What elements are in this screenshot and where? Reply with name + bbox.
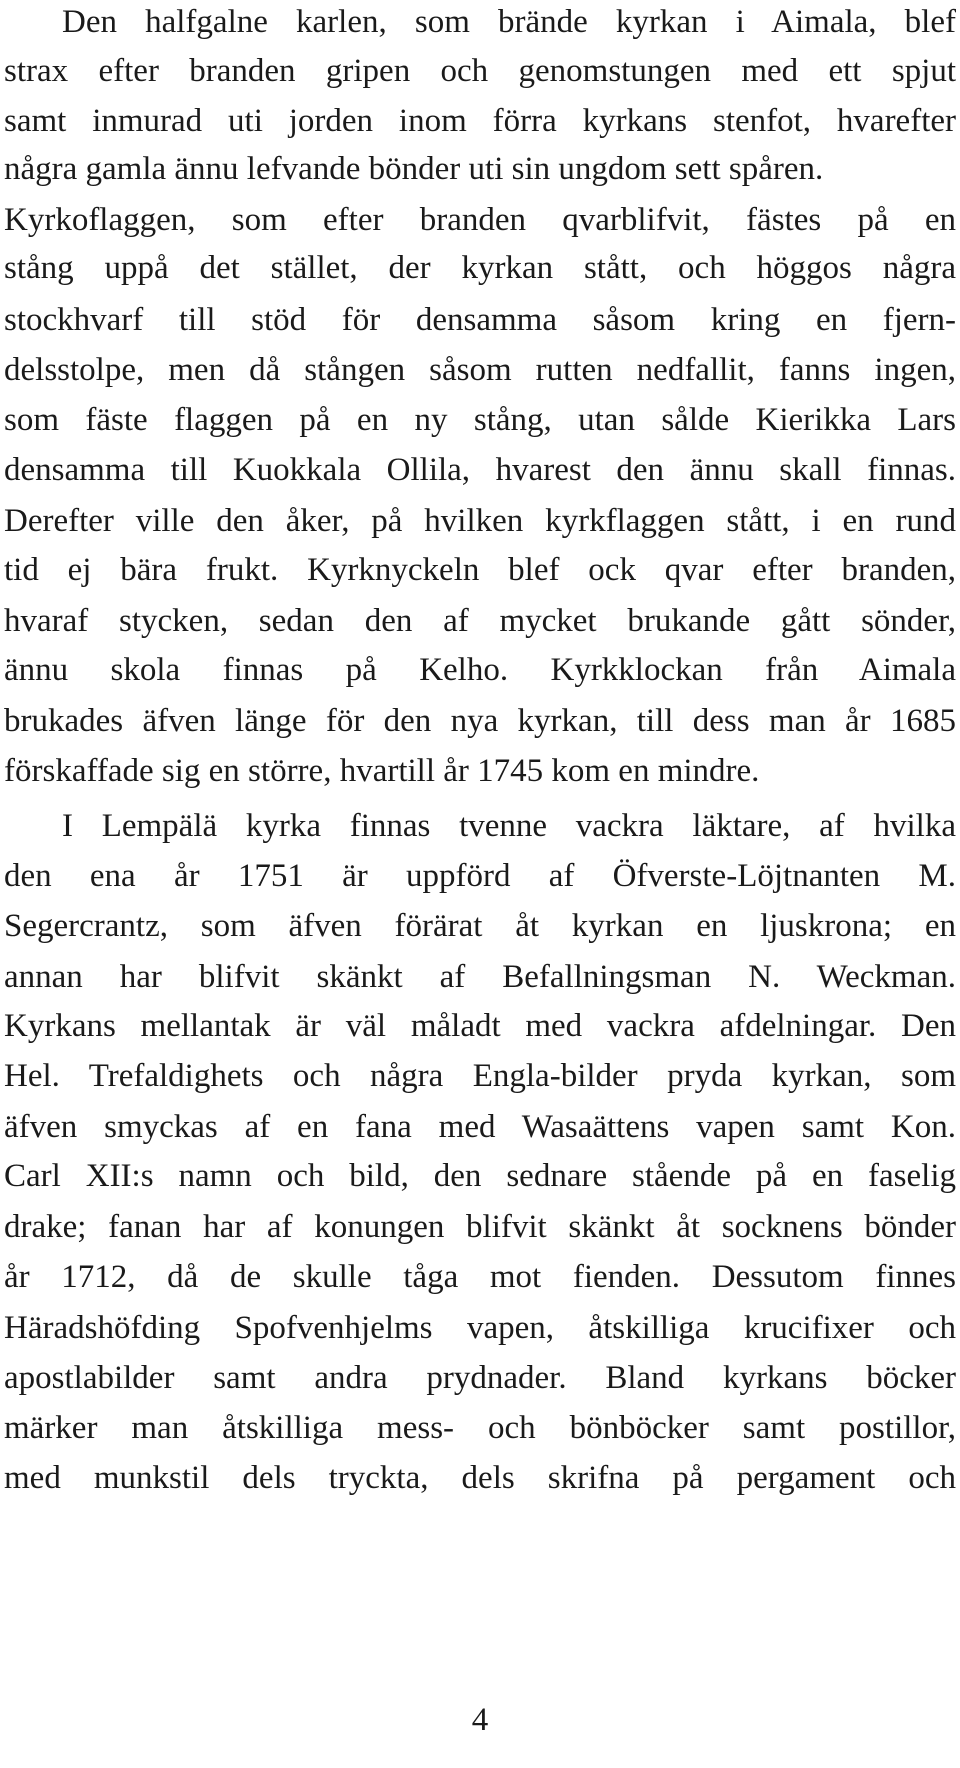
text-line: strax efter branden gripen och genomstungen med ett spjut [4, 53, 956, 89]
text-line: som fäste flaggen på en ny stång, utan sålde Kierikka Lars [4, 402, 956, 438]
text-line: samt inmurad uti jorden inom förra kyrkans stenfot, hvarefter [4, 103, 956, 139]
text-line: drake; fanan har af konungen blifvit skänkt åt socknens bönder [4, 1209, 956, 1245]
text-line: ännu skola finnas på Kelho. Kyrkklockan från Aimala [4, 652, 956, 688]
text-line: stång uppå det stället, der kyrkan stått, och höggos några [4, 250, 956, 286]
text-line: Kyrkoflaggen, som efter branden qvarblifvit, fästes på en [4, 202, 956, 238]
text-line: brukades äfven länge för den nya kyrkan, till dess man år 1685 [4, 703, 956, 739]
text-line: tid ej bära frukt. Kyrknyckeln blef ock qvar efter branden, [4, 552, 956, 588]
text-line: Kyrkans mellantak är väl måladt med vackra afdelningar. Den [4, 1008, 956, 1044]
text-line: förskaffade sig en större, hvartill år 1745 kom en mindre. [4, 753, 760, 789]
paragraph-first-line: I Lempälä kyrka finnas tvenne vackra läktare, af hvilka [62, 808, 956, 844]
text-line: med munkstil dels tryckta, dels skrifna på pergament och [4, 1460, 956, 1496]
text-line: Derefter ville den åker, på hvilken kyrkflaggen stått, i en rund [4, 503, 956, 539]
text-line: hvaraf stycken, sedan den af mycket brukande gått sönder, [4, 603, 956, 639]
text-line: densamma till Kuokkala Ollila, hvarest den ännu skall finnas. [4, 452, 956, 488]
text-line: Segercrantz, som äfven förärat åt kyrkan en ljuskrona; en [4, 908, 956, 944]
text-line: äfven smyckas af en fana med Wasaättens vapen samt Kon. [4, 1109, 956, 1145]
text-line: delsstolpe, men då stången såsom rutten nedfallit, fanns ingen, [4, 352, 956, 388]
text-line: stockhvarf till stöd för densamma såsom kring en fjern- [4, 302, 956, 338]
text-line: märker man åtskilliga mess- och bönböcker samt postillor, [4, 1410, 956, 1446]
text-line: apostlabilder samt andra prydnader. Bland kyrkans böcker [4, 1360, 956, 1396]
page-number: 4 [471, 1702, 489, 1738]
text-line: Carl XII:s namn och bild, den sednare stående på en faselig [4, 1158, 956, 1194]
text-line: Hel. Trefaldighets och några Engla-bilder pryda kyrkan, som [4, 1058, 956, 1094]
text-line: den ena år 1751 är uppförd af Öfverste-Löjtnanten M. [4, 858, 956, 894]
text-line: några gamla ännu lefvande bönder uti sin ungdom sett spåren. [4, 151, 824, 187]
text-line: Häradshöfding Spofvenhjelms vapen, åtskilliga krucifixer och [4, 1310, 956, 1346]
text-line: annan har blifvit skänkt af Befallningsman N. Weckman. [4, 959, 956, 995]
text-line: Den halfgalne karlen, som brände kyrkan i Aimala, blef [62, 4, 956, 40]
text-line: år 1712, då de skulle tåga mot fienden. Dessutom finnes [4, 1259, 956, 1295]
